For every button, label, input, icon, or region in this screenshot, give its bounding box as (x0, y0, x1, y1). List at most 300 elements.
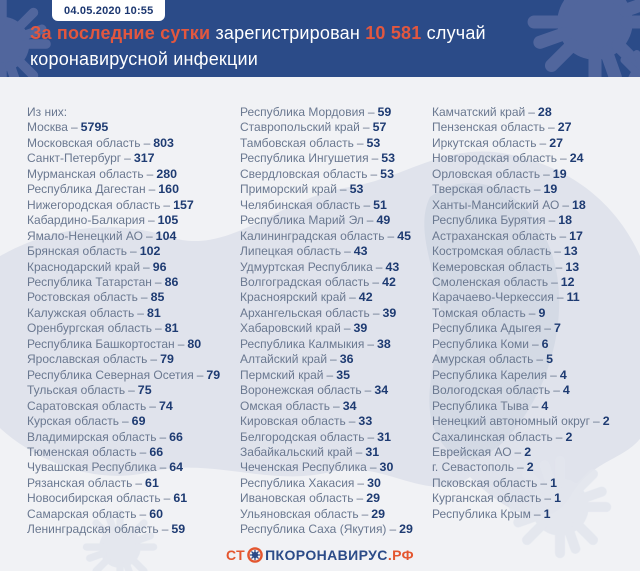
headline-line2: коронавирусной инфекции (30, 49, 259, 69)
region-row (240, 352, 432, 367)
region-value: 53 (381, 151, 396, 166)
region-row (432, 430, 632, 445)
region-value: 2 (602, 414, 610, 429)
region-value: 53 (349, 182, 364, 197)
region-row (240, 522, 432, 537)
region-value: 1 (554, 491, 561, 506)
region-name: Костромская область (432, 244, 552, 259)
dash-separator: – (555, 429, 563, 444)
dash-separator: – (339, 182, 347, 197)
region-name: Республика Хакасия (240, 475, 355, 490)
region-row (432, 151, 632, 166)
headline-highlight-count: 10 581 (365, 23, 422, 43)
region-name: Псковская область (432, 475, 538, 490)
region-name: Чеченская Республика (240, 460, 367, 475)
region-name: Рязанская область (27, 475, 133, 490)
regions-section (0, 77, 640, 571)
region-row (240, 151, 432, 166)
dash-separator: – (375, 259, 383, 274)
region-value: 43 (353, 244, 368, 259)
region-name: Тюменская область (27, 444, 137, 459)
region-row (27, 337, 240, 352)
region-row (432, 368, 632, 383)
region-row (432, 337, 632, 352)
region-value: 104 (155, 228, 177, 243)
region-value: 33 (358, 414, 373, 429)
region-value: 4 (562, 383, 570, 398)
dash-separator: – (343, 321, 351, 336)
dash-separator: – (137, 305, 144, 320)
region-columns (0, 77, 640, 538)
region-value: 69 (131, 414, 146, 429)
region-name: Краснодарский край (27, 259, 141, 274)
region-row (27, 229, 240, 244)
region-name: Тульская область (27, 383, 126, 398)
region-name: Волгоградская область (240, 274, 370, 289)
dash-separator: – (364, 383, 372, 398)
dash-separator: – (562, 197, 570, 212)
region-name: Республика Бурятия (432, 213, 546, 228)
region-name: Курская область (27, 414, 119, 429)
region-row (27, 213, 240, 228)
region-row (432, 198, 632, 213)
dash-separator: – (130, 244, 137, 259)
region-row (240, 120, 432, 135)
region-value: 2 (526, 460, 534, 475)
region-name: Хабаровский край (240, 321, 341, 336)
region-name: Республика Ингушетия (240, 151, 369, 166)
region-name: Республика Карелия (432, 367, 548, 382)
dash-separator: – (540, 475, 548, 490)
region-value: 61 (145, 475, 159, 490)
region-name: Тверская область (432, 182, 531, 197)
region-name: Московская область (27, 135, 141, 150)
region-row (432, 414, 632, 429)
region-row (27, 306, 240, 321)
region-column-3 (432, 105, 632, 538)
region-name: Ленинградская область (27, 522, 159, 537)
region-row (27, 244, 240, 259)
region-value: 9 (538, 305, 546, 320)
region-row (27, 476, 240, 491)
dash-separator: – (147, 213, 155, 228)
logo-text-st: СТ (225, 547, 246, 563)
region-value: 86 (164, 274, 179, 289)
dash-separator: – (159, 429, 167, 444)
region-value: 79 (206, 367, 221, 382)
dash-separator: – (330, 352, 337, 367)
region-name: Мурманская область (27, 166, 144, 181)
dash-separator: – (196, 367, 204, 382)
dash-separator: – (533, 506, 541, 521)
region-name: Удмуртская Республика (240, 259, 373, 274)
region-value: 11 (566, 290, 580, 305)
timestamp-badge (52, 0, 165, 21)
headline-text1: зарегистрирован (210, 23, 366, 43)
region-value: 157 (173, 197, 194, 212)
dash-separator: – (517, 460, 524, 475)
region-value: 7 (553, 321, 561, 336)
region-row (27, 290, 240, 305)
region-value: 31 (377, 429, 391, 444)
region-value: 80 (187, 336, 202, 351)
region-row (240, 337, 432, 352)
region-name: Республика Башкортостан (27, 336, 175, 351)
region-row (240, 430, 432, 445)
region-value: 64 (169, 460, 184, 475)
region-name: Ямало-Ненецкий АО (27, 228, 143, 243)
list-intro: Из них: (27, 105, 68, 119)
region-name: г. Севастополь (432, 460, 515, 475)
region-row (27, 321, 240, 336)
region-value: 34 (374, 383, 389, 398)
region-name: Нижегородская область (27, 197, 161, 212)
region-name: Санкт-Петербург (27, 151, 122, 166)
region-name: Пензенская область (432, 120, 546, 135)
region-name: Омская область (240, 398, 331, 413)
region-value: 28 (537, 105, 552, 119)
region-value: 45 (397, 228, 411, 243)
region-name: Кемеровская область (432, 259, 553, 274)
region-value: 39 (353, 321, 368, 336)
dash-separator: – (154, 274, 162, 289)
region-row (240, 460, 432, 475)
region-name: Амурская область (432, 352, 534, 367)
region-row (240, 414, 432, 429)
region-row (432, 182, 632, 197)
region-value: 17 (569, 228, 583, 243)
region-value: 19 (543, 182, 558, 197)
logo-text-rf: .РФ (387, 547, 415, 563)
region-name: Астраханская область (432, 228, 557, 243)
dash-separator: – (149, 398, 156, 413)
region-value: 35 (336, 367, 350, 382)
dash-separator: – (344, 244, 351, 259)
region-name: Орловская область (432, 166, 541, 181)
dash-separator: – (333, 398, 340, 413)
dash-separator: – (551, 274, 558, 289)
region-name: Тамбовская область (240, 135, 354, 150)
region-value: 59 (377, 105, 392, 119)
region-name: Москва (27, 120, 68, 135)
region-value: 160 (158, 182, 179, 197)
dash-separator: – (387, 228, 395, 243)
region-name: Оренбургская область (27, 321, 153, 336)
dash-separator: – (155, 321, 162, 336)
region-value: 57 (372, 120, 387, 135)
region-name: Приморский край (240, 182, 337, 197)
region-row (432, 352, 632, 367)
dash-separator: – (372, 305, 380, 320)
region-name: Ханты-Мансийский АО (432, 197, 560, 212)
region-row (27, 275, 240, 290)
dash-separator: – (146, 166, 154, 181)
region-value: 42 (358, 290, 373, 305)
region-row (432, 507, 632, 522)
dash-separator: – (539, 135, 547, 150)
region-row (432, 275, 632, 290)
region-value: 13 (565, 259, 580, 274)
region-name: Алтайский край (240, 352, 328, 367)
region-column-2 (240, 105, 432, 538)
region-name: Брянская область (27, 244, 127, 259)
region-row (240, 507, 432, 522)
region-name: Республика Марий Эл (240, 213, 364, 228)
region-value: 12 (560, 274, 575, 289)
dash-separator: – (533, 182, 541, 197)
region-value: 43 (385, 259, 400, 274)
region-name: Курганская область (432, 491, 542, 506)
dash-separator: – (554, 244, 561, 259)
dash-separator: – (177, 336, 185, 351)
region-row (240, 213, 432, 228)
region-row (27, 198, 240, 213)
region-row (27, 352, 240, 367)
dash-separator: – (121, 414, 129, 429)
region-row (27, 399, 240, 414)
region-row (432, 105, 632, 120)
region-value: 2 (524, 444, 532, 459)
region-value: 74 (158, 398, 173, 413)
dash-separator: – (362, 120, 370, 135)
region-value: 61 (173, 491, 188, 506)
region-value: 317 (133, 151, 155, 166)
region-name: Красноярский край (240, 290, 347, 305)
region-value: 105 (157, 213, 179, 228)
region-row (27, 136, 240, 151)
region-name: Саратовская область (27, 398, 147, 413)
stopcoronavirus-logo-icon (246, 546, 264, 564)
dash-separator: – (143, 135, 151, 150)
region-value: 4 (541, 398, 549, 413)
region-value: 24 (569, 151, 584, 166)
region-row (240, 244, 432, 259)
region-value: 29 (366, 491, 381, 506)
region-row (240, 445, 432, 460)
region-name: Самарская область (27, 506, 137, 521)
dash-separator: – (145, 228, 153, 243)
region-name: Республика Коми (432, 336, 529, 351)
region-row (432, 213, 632, 228)
dash-separator: – (536, 352, 544, 367)
dash-separator: – (140, 290, 148, 305)
region-value: 13 (563, 244, 578, 259)
region-row (27, 260, 240, 275)
region-name: Республика Северная Осетия (27, 367, 194, 382)
region-row (432, 229, 632, 244)
dash-separator: – (163, 491, 171, 506)
region-name: Владимирская область (27, 429, 157, 444)
region-value: 803 (153, 135, 174, 150)
dash-separator: – (356, 491, 364, 506)
region-value: 75 (137, 383, 152, 398)
region-value: 42 (382, 274, 396, 289)
dash-separator: – (128, 383, 135, 398)
region-row (432, 491, 632, 506)
dash-separator: – (361, 506, 369, 521)
dash-separator: – (70, 120, 78, 135)
region-value: 66 (149, 444, 164, 459)
region-value: 18 (572, 197, 586, 212)
headline-highlight-period: За последние сутки (30, 23, 211, 43)
region-row (432, 445, 632, 460)
region-row (240, 491, 432, 506)
dash-separator: – (139, 444, 147, 459)
dash-separator: – (559, 228, 567, 243)
region-value: 27 (557, 120, 572, 135)
region-row (27, 522, 240, 537)
region-value: 49 (376, 213, 391, 228)
region-name: Ивановская область (240, 491, 354, 506)
dash-separator: – (544, 491, 552, 506)
dash-separator: – (349, 290, 356, 305)
region-row (432, 399, 632, 414)
region-row (240, 476, 432, 491)
dash-separator: – (355, 444, 363, 459)
header (0, 0, 640, 77)
region-value: 1 (543, 506, 551, 521)
region-name: Ростовская область (27, 290, 138, 305)
region-column-1 (27, 105, 240, 538)
region-name: Ульяновская область (240, 506, 359, 521)
region-name: Свердловская область (240, 166, 368, 181)
timestamp-text: 04.05.2020 10:55 (64, 5, 154, 17)
region-row (432, 136, 632, 151)
region-name: Томская область (432, 305, 526, 320)
dash-separator: – (363, 197, 371, 212)
region-name: Вологодская область (432, 383, 551, 398)
headline-line1 (30, 20, 486, 46)
region-name: Ненецкий автономный округ (432, 414, 591, 429)
region-row (27, 182, 240, 197)
region-name: Сахалинская область (432, 429, 553, 444)
dash-separator: – (531, 336, 539, 351)
region-row (432, 306, 632, 321)
region-row (27, 460, 240, 475)
dash-separator: – (357, 475, 365, 490)
region-row (432, 120, 632, 135)
region-row (27, 383, 240, 398)
dash-separator: – (139, 506, 147, 521)
region-name: Белгородская область (240, 429, 365, 444)
region-row (432, 383, 632, 398)
region-value: 81 (146, 305, 161, 320)
region-name: Кабардино-Балкария (27, 213, 145, 228)
region-row (240, 260, 432, 275)
region-row (432, 290, 632, 305)
region-name: Кировская область (240, 414, 346, 429)
region-value: 29 (371, 506, 386, 521)
region-name: Челябинская область (240, 197, 361, 212)
region-name: Пермский край (240, 367, 324, 382)
logo-text-coronavirus: ПКОРОНАВИРУС (265, 547, 388, 563)
dash-separator: – (550, 367, 557, 382)
region-value: 31 (365, 444, 380, 459)
region-name: Смоленская область (432, 274, 549, 289)
dash-separator: – (150, 352, 158, 367)
region-row (432, 260, 632, 275)
region-name: Республика Крым (432, 506, 531, 521)
region-row (432, 460, 632, 475)
region-name: Республика Дагестан (27, 182, 146, 197)
region-value: 5 (546, 352, 553, 367)
region-name: Камчатский край (432, 105, 526, 119)
region-name: Республика Адыгея (432, 321, 542, 336)
region-value: 53 (380, 166, 394, 181)
region-row (240, 399, 432, 414)
dash-separator: – (367, 429, 375, 444)
region-name: Ставропольский край (240, 120, 360, 135)
dash-separator: – (555, 259, 563, 274)
dash-separator: – (548, 213, 556, 228)
region-value: 60 (149, 506, 164, 521)
dash-separator: – (514, 444, 522, 459)
dash-separator: – (560, 151, 567, 166)
region-name: Карачаево-Черкессия (432, 290, 554, 305)
region-value: 280 (156, 166, 178, 181)
dash-separator: – (553, 383, 560, 398)
dash-separator: – (548, 120, 555, 135)
region-name: Новгородская область (432, 151, 558, 166)
dash-separator: – (369, 460, 377, 475)
region-value: 96 (152, 259, 167, 274)
region-value: 51 (373, 197, 387, 212)
region-name: Чувашская Республика (27, 460, 157, 475)
region-name: Еврейская АО (432, 444, 512, 459)
dash-separator: – (371, 151, 379, 166)
region-row (27, 430, 240, 445)
dash-separator: – (326, 367, 334, 382)
region-row (240, 306, 432, 321)
region-value: 39 (382, 305, 397, 320)
region-value: 81 (164, 321, 179, 336)
region-row (240, 105, 432, 120)
region-name: Новосибирская область (27, 491, 161, 506)
dash-separator: – (528, 305, 536, 320)
region-value: 59 (171, 522, 186, 537)
dash-separator: – (528, 105, 535, 119)
region-value: 2 (565, 429, 573, 444)
dash-separator: – (543, 166, 550, 181)
region-row (432, 321, 632, 336)
dash-separator: – (531, 398, 539, 413)
region-value: 79 (160, 352, 174, 367)
headline-text2: случай (421, 23, 486, 43)
dash-separator: – (159, 460, 167, 475)
region-name: Республика Татарстан (27, 274, 152, 289)
region-row (27, 414, 240, 429)
region-value: 27 (549, 135, 563, 150)
dash-separator: – (367, 105, 375, 119)
region-name: Ярославская область (27, 352, 148, 367)
region-row (240, 182, 432, 197)
region-name: Забайкальский край (240, 444, 353, 459)
dash-separator: – (135, 475, 143, 490)
region-value: 5795 (80, 120, 109, 135)
dash-separator: – (348, 414, 356, 429)
dash-separator: – (389, 522, 397, 537)
region-row (240, 368, 432, 383)
region-value: 6 (541, 336, 549, 351)
region-value: 85 (150, 290, 165, 305)
region-value: 1 (550, 475, 557, 490)
region-value: 53 (366, 135, 381, 150)
dash-separator: – (124, 151, 131, 166)
region-row (27, 491, 240, 506)
region-row (240, 275, 432, 290)
region-row (240, 198, 432, 213)
headline (30, 20, 486, 72)
